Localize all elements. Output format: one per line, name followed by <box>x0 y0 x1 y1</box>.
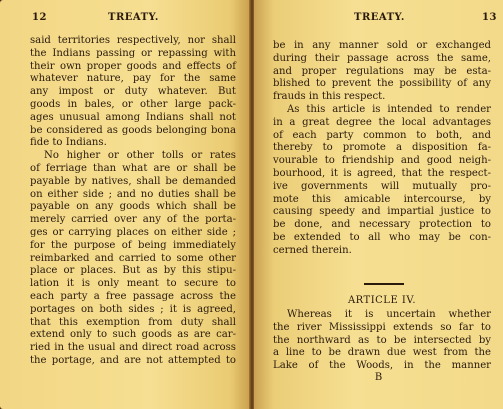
text-line: any impost or duty whatever. But <box>30 86 236 98</box>
text-line: ive governments will mutually pro- <box>273 180 491 192</box>
text-line: in a great degree the local advantages <box>273 116 491 128</box>
text-line: be extended to all who may be con- <box>273 231 491 243</box>
text-line: thereby to promote a disposition fa- <box>273 142 491 154</box>
text-line: a line to be drawn due west from the <box>273 347 491 359</box>
text-line: be done, and necessary protection to <box>273 219 491 231</box>
left-page-number: 12 <box>32 12 47 23</box>
text-line: for the purpose of being immediately <box>30 239 236 251</box>
right-page <box>254 0 503 409</box>
text-line: goods in bales, or other large pack- <box>30 98 236 110</box>
text-line: and proper regulations may be esta- <box>273 65 491 77</box>
text-line: vourable to friendship and good neigh- <box>273 155 491 167</box>
text-line: during their passage across the same, <box>273 52 491 64</box>
text-line: Lake of the Woods, in the manner <box>273 360 491 372</box>
text-line: on either side ; and no duties shall be <box>30 188 236 200</box>
text-line: bourhood, it is agreed, that the respect- <box>273 167 491 179</box>
text-line: merely carried over any of the porta- <box>30 214 236 226</box>
text-line: ges or carrying places on either side ; <box>30 226 236 238</box>
text-line: be in any manner sold or exchanged <box>273 40 491 51</box>
text-line: of ferriage than what are or shall be <box>30 162 236 174</box>
text-line: reimbarked and carried to some other <box>30 252 236 264</box>
text-line: said territories respectively, nor shall <box>30 35 236 46</box>
text-line: the northward as to be intersected by <box>273 334 491 346</box>
text-line: payable on any goods which shall be <box>30 201 236 213</box>
text-line: their own proper goods and effects of <box>30 60 236 72</box>
text-line: ages unusual among Indians shall not <box>30 111 236 123</box>
text-line: of each party common to both, and <box>273 129 491 141</box>
text-line: ried in the usual and direct road across <box>30 342 236 354</box>
text-line: No higher or other tolls or rates <box>44 150 236 162</box>
text-line: causing speedy and impartial justice to <box>273 206 491 218</box>
text-line: the portage, and are not attempted to <box>30 354 236 366</box>
text-line: that this exemption from duty shall <box>30 316 236 328</box>
text-line: place or places. But as by this stipu- <box>30 265 236 277</box>
left-page <box>0 0 250 409</box>
right-running-head: TREATY. <box>354 12 405 23</box>
section-divider <box>364 283 404 285</box>
text-line: be considered as goods belonging bona <box>30 124 236 136</box>
text-line: portages on both sides ; it is agreed, <box>30 303 236 315</box>
text-line: mote this amicable intercourse, by <box>273 193 491 205</box>
left-running-head: TREATY. <box>108 12 159 23</box>
text-line: the river Mississippi extends so far to <box>273 321 491 333</box>
text-line: Whereas it is uncertain whether <box>287 309 491 320</box>
text-line: each party a free passage across the <box>30 290 236 302</box>
article-text <box>273 309 491 373</box>
text-line: payable by natives, shall be demanded <box>30 175 236 187</box>
text-line: blished to prevent the possibility of any <box>273 78 491 90</box>
text-line: extend only to such goods as are car- <box>30 329 236 341</box>
text-line: cerned therein. <box>273 244 352 256</box>
text-line: fide to Indians. <box>30 137 107 149</box>
text-line: lation it is only meant to secure to <box>30 278 236 290</box>
text-line: whatever nature, pay for the same <box>30 73 236 85</box>
text-line: the Indians passing or repassing with <box>30 47 236 59</box>
signature-mark: B <box>374 372 383 383</box>
right-page-number: 13 <box>482 12 497 23</box>
text-line: frauds in this respect. <box>273 91 386 103</box>
right-page-text <box>273 40 491 258</box>
article-heading: ARTICLE IV. <box>347 295 417 306</box>
text-line: As this article is intended to render <box>287 103 491 115</box>
left-page-text <box>30 35 236 368</box>
